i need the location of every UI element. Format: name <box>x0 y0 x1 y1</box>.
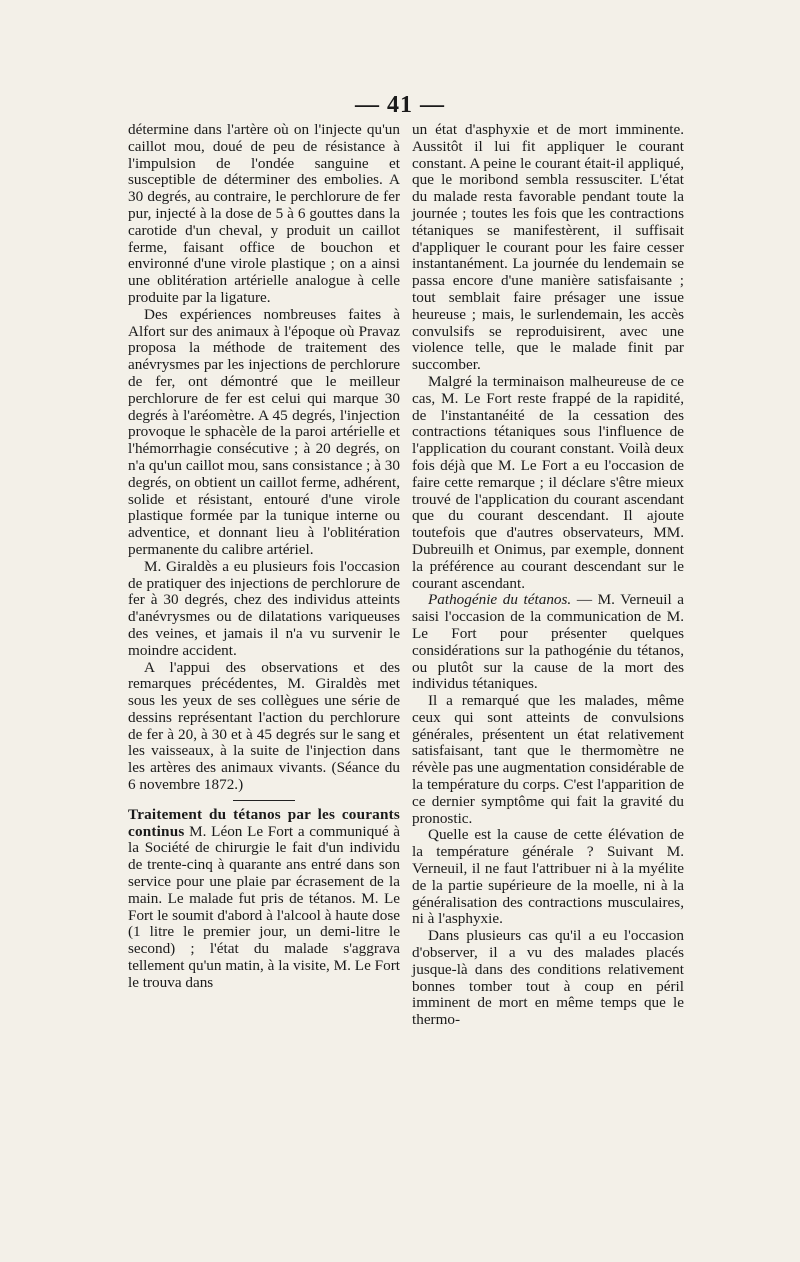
paragraph: Dans plusieurs cas qu'il a eu l'occasion d'observer, il a vu des malades placés jusque-là dans des conditions relativement bonnes tomber tout à coup en péril imminent de mort en même temps que le thermo- <box>412 927 684 1029</box>
section-paragraph <box>128 807 400 992</box>
section-divider <box>233 800 295 801</box>
left-column <box>128 122 400 992</box>
paragraph: Il a remarqué que les malades, même ceux qui sont atteints de convulsions générales, présentent un état relativement satisfaisant, tant que le thermomètre ne révèle pas une augmentation considérable de la température du corps. C'est l'apparition de ce dernier symptôme qui fait la gravité du pronostic. <box>412 692 684 827</box>
subsection-text: — M. Verneuil a saisi l'occasion de la communication de M. Le Fort pour présenter quelques considérations sur la pathogénie du tétanos, ou plutôt sur la cause de la mort des individus tétaniques. <box>412 591 684 693</box>
right-column <box>412 122 684 1029</box>
paragraph: Quelle est la cause de cette élévation de la température générale ? Suivant M. Verneuil, il ne faut l'attribuer ni à la myélite de la partie supérieure de la moelle, ni à la généralisation des contractions musculaires, ni à l'asphyxie. <box>412 826 684 928</box>
paragraph: un état d'asphyxie et de mort imminente. Aussitôt il lui fit appliquer le courant constant. A peine le courant était-il appliqué, que le moribond sembla ressusciter. L'état du malade resta favorable pendant toute la journée ; toutes les fois que les contractions tétaniques se manifestèrent, il suffisait d'appliquer le courant pour les faire cesser instantanément. La journée du lendemain se passa encore d'une manière satisfaisante ; tout semblait faire présager une issue heureuse ; mais, le surlendemain, les accès convulsifs se reproduisirent, avec une violence telle, que le malade finit par succomber. <box>412 121 684 374</box>
subsection-paragraph <box>412 592 684 693</box>
section-title: Traitement du tétanos par les courants continus <box>128 805 400 840</box>
page-number: — 41 — <box>355 92 445 118</box>
section-text: M. Léon Le Fort a communiqué à la Société de chirurgie le fait d'un individu de trente-cinq à quarante ans entré dans son service pour une plaie par écrasement de la main. Le malade fut pris de tétanos. M. Le Fort le soumit d'abord à l'alcool à haute dose (1 litre le premier jour, un demi-litre le second) ; l'état du malade s'aggrava tellement qu'un matin, à la visite, M. Le Fort le trouva dans <box>128 822 400 991</box>
subsection-title: Pathogénie du tétanos. <box>428 591 572 609</box>
paragraph: Malgré la terminaison malheureuse de ce cas, M. Le Fort reste frappé de la rapidité, de l'instantanéité de la cessation des contractions tétaniques sous l'influence de l'application du courant constant. Voilà deux fois déjà que M. Le Fort a eu l'occasion de faire cette remarque ; il déclare s'être mieux trouvé de l'application du courant ascendant que du courant descendant. Il ajoute toutefois que d'autres observateurs, MM. Dubreuilh et Onimus, par exemple, donnent la préférence au courant descendant sur le courant ascendant. <box>412 372 684 592</box>
paragraph: M. Giraldès a eu plusieurs fois l'occasion de pratiquer des injections de perchlorure de fer à 30 degrés, chez des individus atteints d'anévrysmes ou de dilatations variqueuses des veines, et jamais il n'a vu survenir le moindre accident. <box>128 557 400 659</box>
paragraph: Des expériences nombreuses faites à Alfort sur des animaux à l'époque où Pravaz proposa la méthode de traitement des anévrysmes par les injections de perchlorure de fer, ont démontré que le meilleur perchlorure de fer est celui qui marque 30 degrés à l'aréomètre. A 45 degrés, l'injection provoque le sphacèle de la paroi artérielle et l'hémorrhagie consécutive ; à 20 degrés, on n'a qu'un caillot mou, sans consistance ; à 30 degrés, on obtient un caillot ferme, adhérent, solide et résistant, entouré d'une virole plastique formée par la tunique interne ou adventice, et donnant lieu à l'oblitération permanente du calibre artériel. <box>128 305 401 558</box>
paragraph: A l'appui des observations et des remarques précédentes, M. Giraldès met sous les yeux de ses collègues une série de dessins représentant l'action du perchlorure de fer à 20, à 30 et à 45 degrés sur le sang et les vaisseaux, à la suite de l'injection dans les artères des animaux vivants. (Séance du 6 novembre 1872.) <box>128 658 400 794</box>
paragraph: détermine dans l'artère où on l'injecte qu'un caillot mou, doué de peu de résistance à l'impulsion de l'ondée sanguine et susceptible de déterminer des embolies. A 30 degrés, au contraire, le perchlorure de fer pur, injecté à la dose de 5 à 6 gouttes dans la carotide d'un cheval, y produit un caillot ferme, faisant office de bouchon et environné d'une virole plastique ; on a ainsi une oblitération artérielle analogue à celle produite par la ligature. <box>128 121 400 306</box>
